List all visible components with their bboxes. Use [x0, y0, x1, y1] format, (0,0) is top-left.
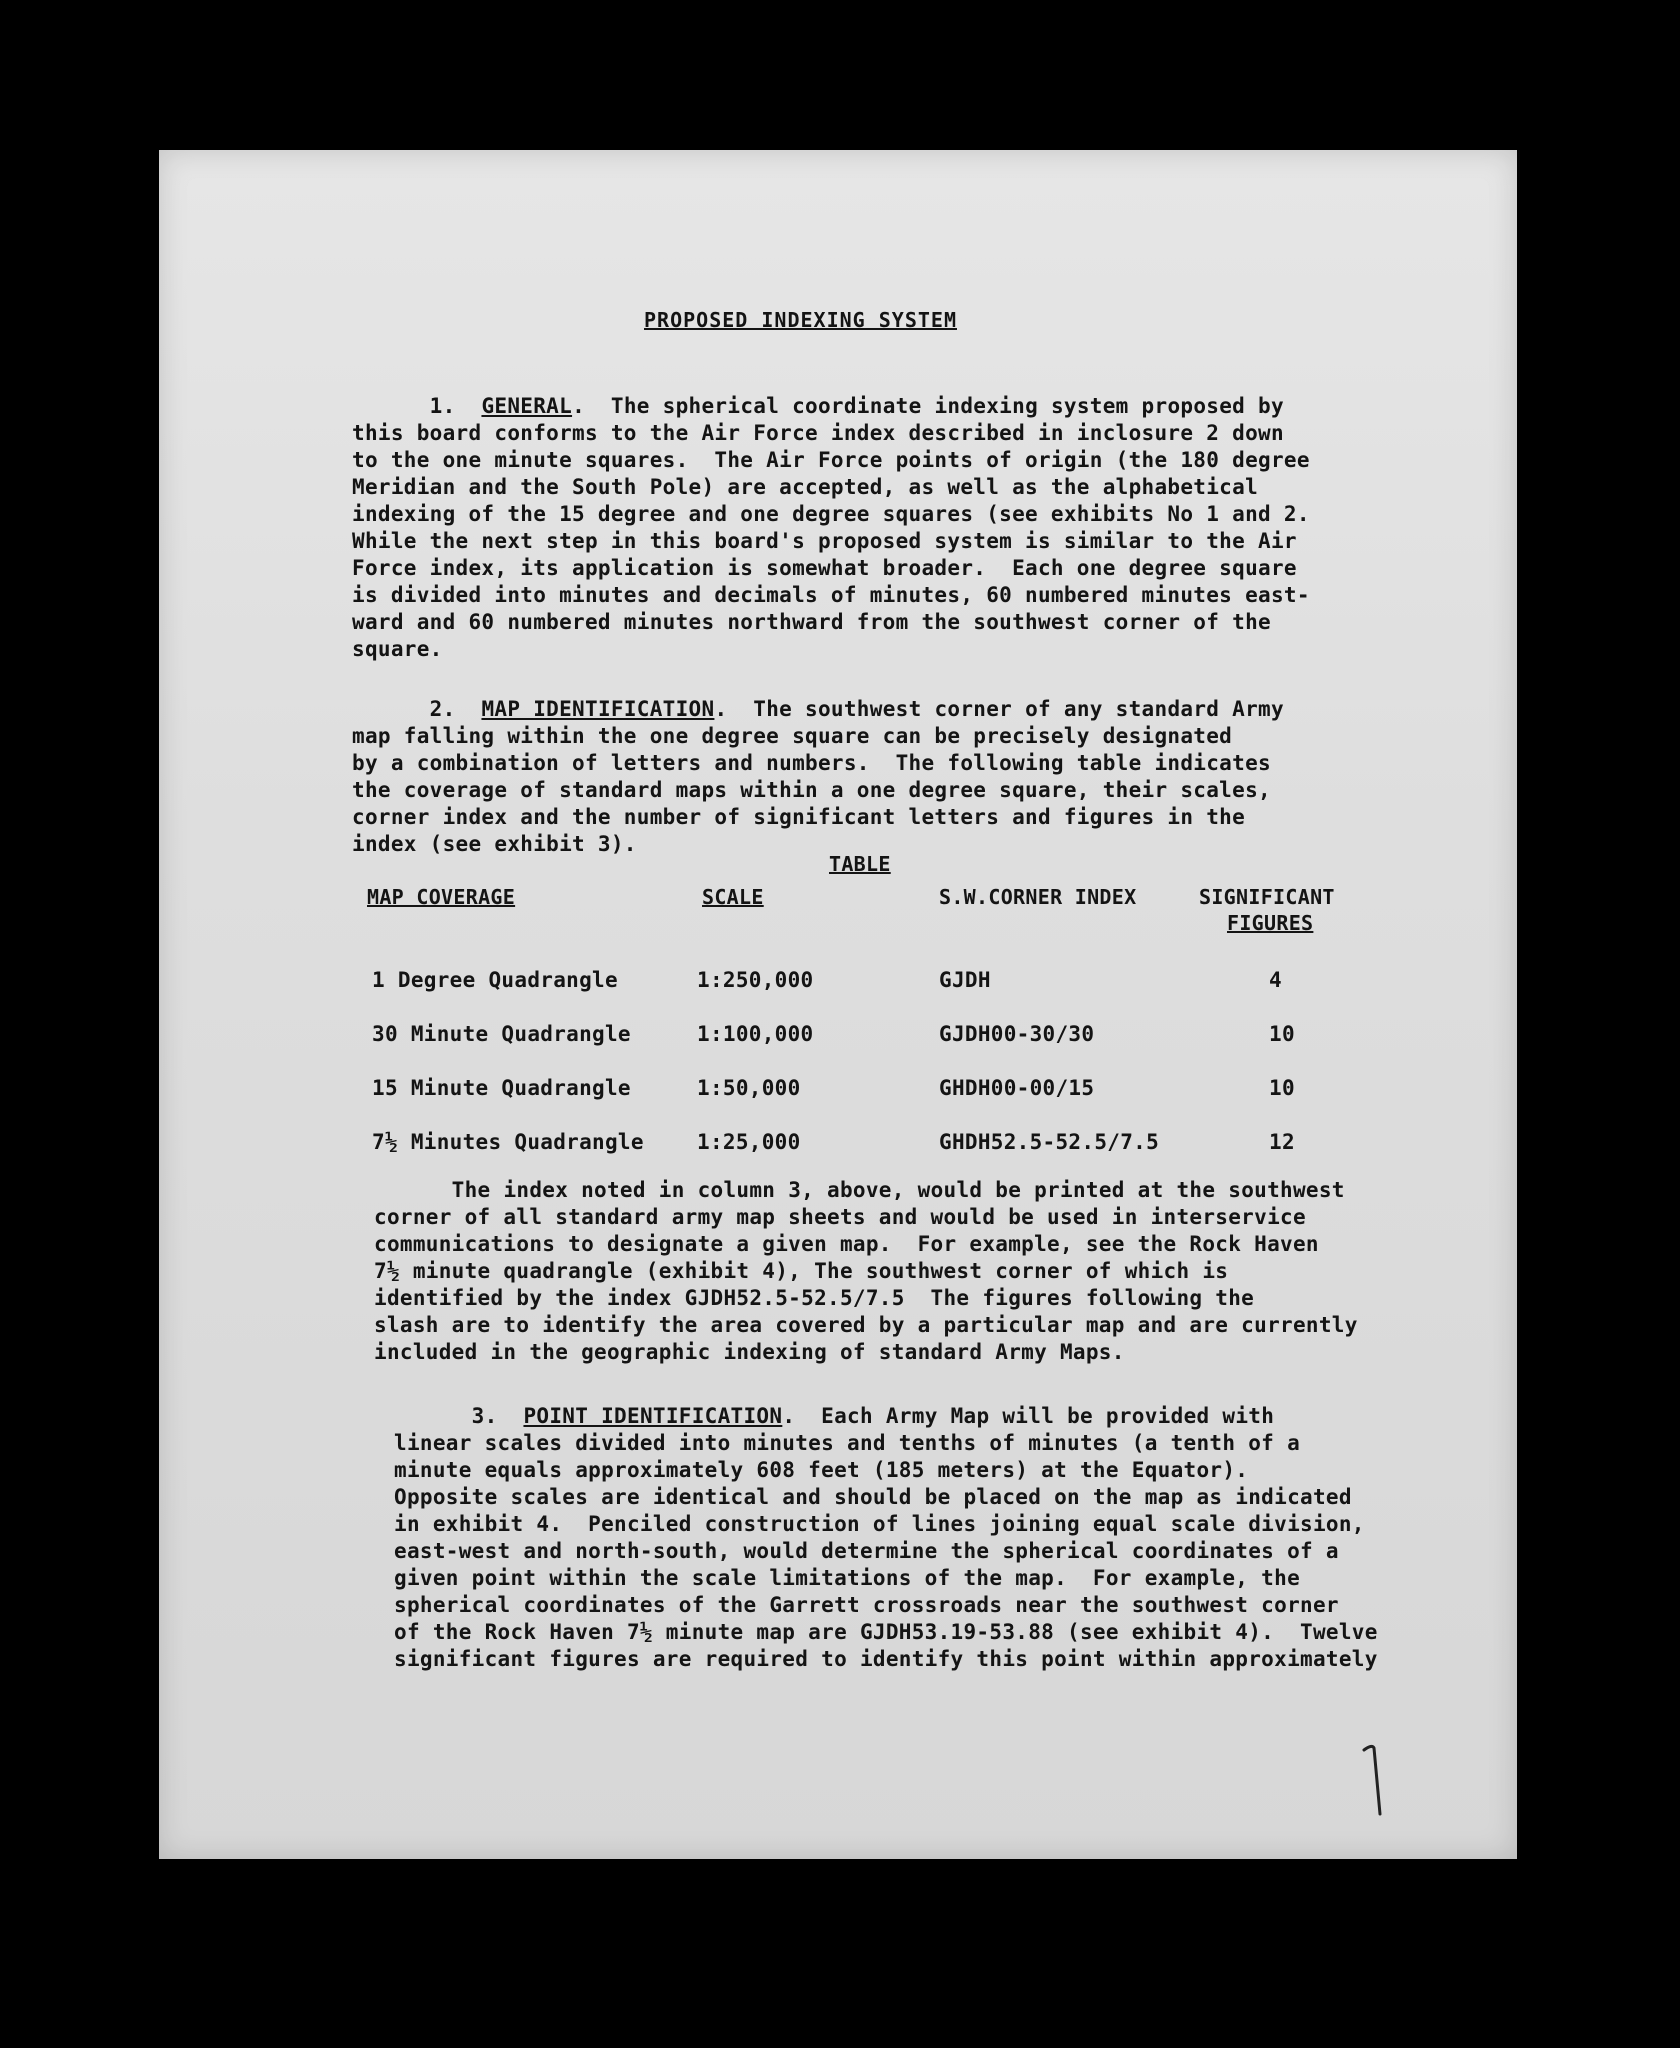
- cell-coverage: 15 Minute Quadrangle: [372, 1076, 631, 1100]
- paragraph-line: given point within the scale limitations of the map. For example, the: [394, 1566, 1301, 1590]
- document-title: PROPOSED INDEXING SYSTEM: [644, 308, 957, 332]
- cell-scale: 1:50,000: [697, 1076, 801, 1100]
- cell-figures: 12: [1269, 1130, 1295, 1154]
- cell-coverage: 30 Minute Quadrangle: [372, 1022, 631, 1046]
- paragraph-line: east-west and north-south, would determine the spherical coordinates of a: [394, 1539, 1339, 1563]
- paragraph-line: Force index, its application is somewhat broader. Each one degree square: [352, 556, 1297, 580]
- paragraph-general: [352, 393, 1310, 663]
- paragraph-number: 3.: [471, 1404, 498, 1428]
- cell-index: GJDH: [939, 968, 991, 992]
- paragraph-line: the coverage of standard maps within a one degree square, their scales,: [352, 778, 1271, 802]
- paragraph-line: this board conforms to the Air Force index described in inclosure 2 down: [352, 421, 1284, 445]
- cell-scale: 1:100,000: [697, 1022, 814, 1046]
- cell-coverage: 7½ Minutes Quadrangle: [372, 1130, 644, 1154]
- cell-figures: 4: [1269, 968, 1282, 992]
- paragraph-line: included in the geographic indexing of standard Army Maps.: [374, 1340, 1125, 1364]
- document-page: [159, 150, 1517, 1859]
- paragraph-line: indexing of the 15 degree and one degree squares (see exhibits No 1 and 2.: [352, 502, 1310, 526]
- cell-scale: 1:250,000: [697, 968, 814, 992]
- cell-coverage: 1 Degree Quadrangle: [372, 968, 618, 992]
- paragraph-first-line: . Each Army Map will be provided with: [782, 1404, 1275, 1428]
- paragraph-line: The index noted in column 3, above, would be printed at the southwest: [451, 1178, 1345, 1202]
- paragraph-line: identified by the index GJDH52.5-52.5/7.5 The figures following the: [374, 1286, 1255, 1310]
- paragraph-line: square.: [352, 637, 443, 661]
- cell-index: GHDH00-00/15: [939, 1076, 1095, 1100]
- paragraph-line: spherical coordinates of the Garrett crossroads near the southwest corner: [394, 1593, 1339, 1617]
- paragraph-line: is divided into minutes and decimals of minutes, 60 numbered minutes east-: [352, 583, 1310, 607]
- paragraph-first-line: . The southwest corner of any standard Army: [714, 697, 1284, 721]
- paragraph-line: corner index and the number of significant letters and figures in the: [352, 805, 1246, 829]
- paragraph-line: map falling within the one degree square can be precisely designated: [352, 724, 1233, 748]
- paragraph-line: to the one minute squares. The Air Force points of origin (the 180 degree: [352, 448, 1310, 472]
- table-header-index: S.W.CORNER INDEX: [939, 885, 1137, 909]
- table-header-figures: FIGURES: [1227, 911, 1314, 935]
- paragraph-line: index (see exhibit 3).: [352, 832, 637, 856]
- paragraph-point-identification: [394, 1403, 1378, 1673]
- cell-index: GJDH00-30/30: [939, 1022, 1095, 1046]
- paragraph-map-identification: [352, 696, 1284, 858]
- cell-index: GHDH52.5-52.5/7.5: [939, 1130, 1160, 1154]
- paragraph-first-line: . The spherical coordinate indexing system proposed by: [572, 394, 1284, 418]
- paragraph-heading: GENERAL: [481, 394, 573, 418]
- handwritten-page-number: [1354, 1740, 1394, 1820]
- paragraph-number: 2.: [429, 697, 456, 721]
- table-row: [159, 968, 1517, 998]
- paragraph-line: linear scales divided into minutes and tenths of minutes (a tenth of a: [394, 1431, 1301, 1455]
- table-row: [159, 1076, 1517, 1106]
- table-title: TABLE: [829, 852, 891, 876]
- paragraph-line: 7½ minute quadrangle (exhibit 4), The southwest corner of which is: [374, 1259, 1229, 1283]
- table-row: [159, 1130, 1517, 1160]
- paragraph-line: While the next step in this board's proposed system is similar to the Air: [352, 529, 1297, 553]
- paragraph-index-note: [374, 1177, 1358, 1366]
- cell-figures: 10: [1269, 1022, 1295, 1046]
- paragraph-line: Opposite scales are identical and should be placed on the map as indicated: [394, 1485, 1352, 1509]
- paragraph-line: communications to designate a given map. For example, see the Rock Haven: [374, 1232, 1319, 1256]
- paragraph-line: minute equals approximately 608 feet (185 meters) at the Equator).: [394, 1458, 1249, 1482]
- paragraph-line: significant figures are required to identify this point within approximately: [394, 1647, 1378, 1671]
- cell-scale: 1:25,000: [697, 1130, 801, 1154]
- table-row: [159, 1022, 1517, 1052]
- table-header-scale: SCALE: [702, 885, 764, 909]
- paragraph-line: of the Rock Haven 7½ minute map are GJDH53.19-53.88 (see exhibit 4). Twelve: [394, 1620, 1378, 1644]
- table-header-significant: SIGNIFICANT: [1199, 885, 1335, 909]
- paragraph-line: in exhibit 4. Penciled construction of lines joining equal scale division,: [394, 1512, 1365, 1536]
- paragraph-line: slash are to identify the area covered by a particular map and are currently: [374, 1313, 1358, 1337]
- table-header-coverage: MAP COVERAGE: [367, 885, 516, 909]
- paragraph-line: corner of all standard army map sheets and would be used in interservice: [374, 1205, 1306, 1229]
- paragraph-line: ward and 60 numbered minutes northward from the southwest corner of the: [352, 610, 1271, 634]
- paragraph-line: Meridian and the South Pole) are accepted, as well as the alphabetical: [352, 475, 1259, 499]
- paragraph-heading: MAP IDENTIFICATION: [481, 697, 715, 721]
- paragraph-heading: POINT IDENTIFICATION: [523, 1404, 783, 1428]
- paragraph-number: 1.: [429, 394, 456, 418]
- cell-figures: 10: [1269, 1076, 1295, 1100]
- paragraph-line: by a combination of letters and numbers. The following table indicates: [352, 751, 1271, 775]
